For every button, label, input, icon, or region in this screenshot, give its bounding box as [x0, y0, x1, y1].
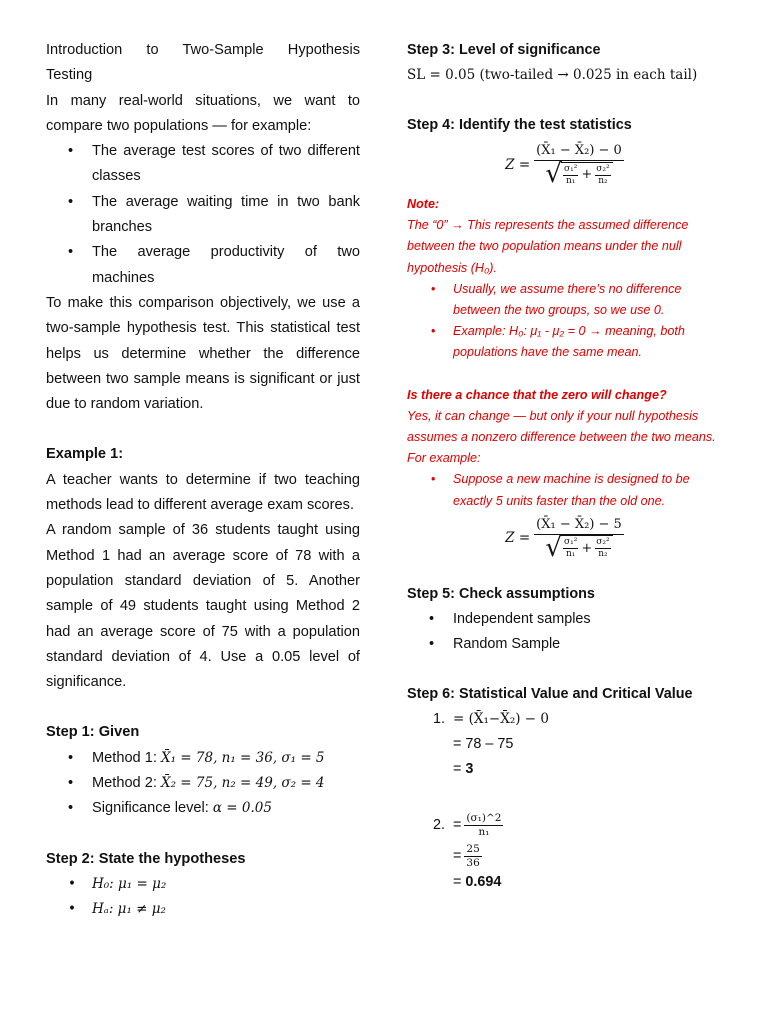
- example-paragraph-1: A teacher wants to determine if two teaching methods lead to different average exam scores.: [46, 471, 360, 514]
- list-item: • Suppose a new machine is designed to be exactly 5 units faster than the old one.: [407, 469, 722, 511]
- note-paragraph: The “0” → This represents the assumed difference between the two population means under the null hypothesis (H₀).: [407, 218, 689, 275]
- right-column: [407, 38, 722, 895]
- list-item: • Random Sample: [407, 632, 722, 657]
- left-column: [46, 38, 360, 923]
- intro-paragraph: In many real-world situations, we want to compare two populations — for example:: [46, 92, 360, 134]
- intro-title-line1: Introduction to Two-Sample Hypothesis: [46, 42, 360, 58]
- significance-value: α = 0.05: [212, 800, 272, 817]
- calc-2: 2. = $\frac{\text{(σ₁)\textasciicircum{}2}}{\text{n₁}}$: [432, 811, 502, 838]
- given-list: [46, 746, 360, 822]
- step3-heading: Step 3: Level of significance: [407, 42, 601, 58]
- question: Is there a chance that the zero will change?: [407, 387, 667, 402]
- comparison-paragraph: To make this comparison objectively, we use a two-sample hypothesis test. This statistical test helps us determine whether the difference between two sample means is significant or just due to random variation.: [46, 294, 360, 413]
- list-item: • Example: H₀: μ₁ - μ₂ = 0 → meaning, both populations have the same mean.: [407, 321, 722, 363]
- intro-title-line2: Testing: [46, 67, 93, 84]
- note-list: [407, 279, 722, 364]
- step2-heading: Step 2: State the hypotheses: [46, 850, 246, 867]
- calc-1: 1. = (X̄₁−X̄₂) − 0: [432, 710, 549, 727]
- list-item: • Independent samples: [407, 607, 722, 632]
- list-item: • Usually, we assume there’s no difference between the two groups, so we use 0.: [407, 279, 722, 321]
- list-item: • Significance level: α = 0.05: [46, 796, 360, 821]
- test-statistic-formula: Z = (X̄₁ − X̄₂) − 0 √ σ₁² n₁ + $\frac{\text{σ₂²}}{\text{n₂}}$: [505, 143, 622, 189]
- test-statistic-formula-nonzero: Z = (X̄₁ − X̄₂) − 5 √ σ₁² n₁ + $\frac{\text{σ₂²}}{\text{n₂}}$: [505, 516, 622, 563]
- calc-1-result: = 3: [453, 760, 474, 777]
- step1-heading: Step 1: Given: [46, 724, 140, 741]
- list-item: • The average test scores of two different classes: [46, 139, 360, 190]
- null-hypothesis: • H₀: μ₁ = μ₂: [46, 872, 360, 897]
- assumptions-list: [407, 607, 722, 657]
- step5-heading: Step 5: Check assumptions: [407, 585, 595, 602]
- step6-heading: Step 6: Statistical Value and Critical Value: [407, 685, 693, 702]
- hypotheses-list: [46, 872, 360, 923]
- list-item: • The average productivity of two machines: [46, 240, 360, 291]
- for-example: For example:: [407, 451, 481, 466]
- calc-1-line2: = 78 – 75: [453, 735, 514, 752]
- example-list: [407, 469, 722, 511]
- list-item: • Method 1: X̄₁ = 78, n₁ = 36, σ₁ = 5: [46, 746, 360, 771]
- step3-math: SL = 0.05 (two-tailed → 0.025 in each tail): [407, 67, 698, 83]
- list-item: • The average waiting time in two bank branches: [46, 190, 360, 241]
- example-heading: Example 1:: [46, 446, 124, 463]
- list-item: • Method 2: X̄₂ = 75, n₂ = 49, σ₂ = 4: [46, 771, 360, 796]
- method2-values: X̄₂ = 75, n₂ = 49, σ₂ = 4: [160, 775, 325, 792]
- answer: Yes, it can change — but only if your null hypothesis assumes a nonzero difference between the two means.: [407, 408, 716, 445]
- method1-values: X̄₁ = 78, n₁ = 36, σ₁ = 5: [160, 749, 325, 766]
- note-block: [407, 194, 722, 512]
- calc-2-line2: = $\frac{25}{36}$: [453, 842, 480, 869]
- step4-heading: Step 4: Identify the test statistics: [407, 117, 632, 133]
- calc-2-result: = 0.694: [453, 873, 502, 890]
- examples-list: [46, 139, 360, 291]
- note-label: Note:: [407, 197, 440, 211]
- example-paragraph-2: A random sample of 36 students taught using Method 1 had an average score of 78 with a population standard deviation of 5. Another sample of 49 students taught using Method 2 had an average score of 75 with a population standard deviation of 4. Use a 0.05 level of significance.: [46, 522, 360, 691]
- alt-hypothesis: • Hₐ: μ₁ ≠ μ₂: [46, 897, 360, 922]
